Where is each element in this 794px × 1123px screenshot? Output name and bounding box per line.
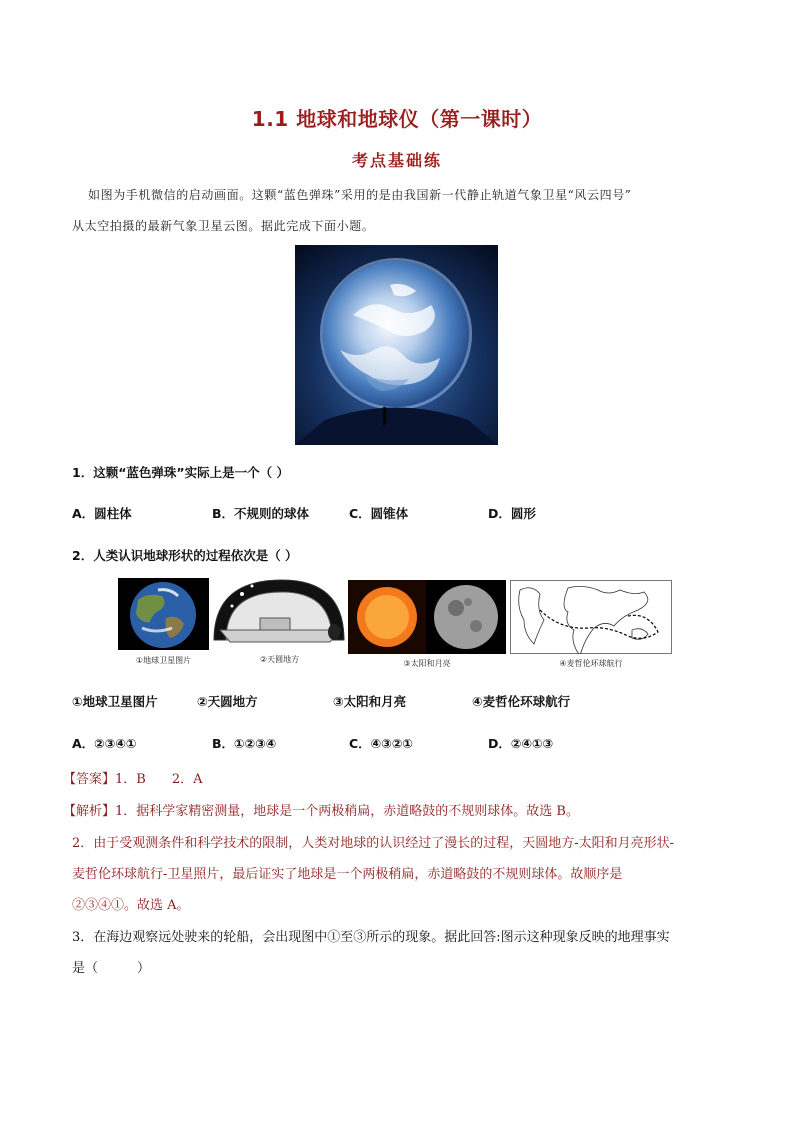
- sun-moon-panel: [348, 580, 506, 668]
- q1-option-c[interactable]: C．圆锥体: [349, 506, 409, 521]
- caption-satellite: ①地球卫星图片: [135, 656, 192, 665]
- q2-option-b[interactable]: B．①②③④: [212, 736, 277, 751]
- analysis-line-1: [63, 800, 579, 819]
- tianyuandifang-image: [212, 578, 347, 650]
- analysis-text-1: 1．据科学家精密测量，地球是一个两极稍扁，赤道略鼓的不规则球体。故选 B。: [115, 804, 579, 819]
- analysis-line-3: 麦哲伦环球航行-卫星照片，最后证实了地球是一个两极稍扁，赤道略鼓的不规则球体。故顺序是: [72, 867, 623, 882]
- caption-magellan: ④麦哲伦环球航行: [559, 659, 623, 668]
- intro-line-2: 从太空拍摄的最新气象卫星云图。据此完成下面小题。: [72, 219, 375, 233]
- q2-option-a[interactable]: A．②③④①: [72, 736, 137, 751]
- satellite-earth-image: [118, 578, 209, 650]
- question-3-line-2: 是（ ）: [72, 961, 151, 976]
- satellite-earth-panel: [118, 578, 209, 665]
- tianyuandifang-panel: [212, 578, 347, 662]
- q2-option-d[interactable]: D．②④①③: [488, 736, 554, 751]
- analysis-line-2: 2．由于受观测条件和科学技术的限制，人类对地球的认识经过了漫长的过程，天圆地方-太阳和月亮形状-: [72, 836, 675, 851]
- earth-picture: [295, 245, 498, 445]
- caption-sun-moon: ③太阳和月亮: [403, 659, 451, 668]
- analysis-label: 【解析】: [63, 804, 116, 819]
- q1-option-d[interactable]: D．圆形: [488, 506, 536, 521]
- question-3-line-1: 3．在海边观察远处驶来的轮船，会出现图中①至③所示的现象。据此回答:图示这种现象反映的地理事实: [72, 930, 670, 945]
- sun-moon-image: [348, 580, 506, 654]
- q2-item-1: ①地球卫星图片: [72, 694, 158, 709]
- page-subtitle: 考点基础练: [351, 151, 442, 170]
- q2-option-c[interactable]: C．④③②①: [349, 736, 414, 751]
- q1-option-a[interactable]: A．圆柱体: [72, 506, 132, 521]
- question-1-stem: 1．这颗“蓝色弹珠”实际上是一个（ ）: [72, 465, 289, 480]
- question-2-stem: 2．人类认识地球形状的过程依次是（ ）: [72, 548, 298, 563]
- caption-tianyuandifang: ②天圆地方: [259, 655, 300, 664]
- intro-line-1: [72, 179, 732, 211]
- q2-item-2: ②天圆地方: [197, 694, 258, 709]
- answer-line: [63, 768, 203, 787]
- q1-option-b[interactable]: B．不规则的球体: [212, 506, 310, 521]
- q2-item-3: ③太阳和月亮: [333, 694, 407, 709]
- magellan-panel: [510, 580, 672, 668]
- analysis-line-4: ②③④①。故选 A。: [72, 898, 190, 913]
- magellan-map-image: [510, 580, 672, 654]
- q2-item-4: ④麦哲伦环球航行: [472, 694, 571, 709]
- intro-text-1: 如图为手机微信的启动画面。这颗“蓝色弹珠”采用的是由我国新一代静止轨道气象卫星“风云四号”: [88, 188, 632, 202]
- answer-label: 【答案】: [63, 772, 116, 787]
- answer-text: 1．B 2．A: [115, 772, 203, 787]
- blue-marble-image: [295, 245, 498, 445]
- page-title: 1.1 地球和地球仪（第一课时）: [251, 107, 543, 131]
